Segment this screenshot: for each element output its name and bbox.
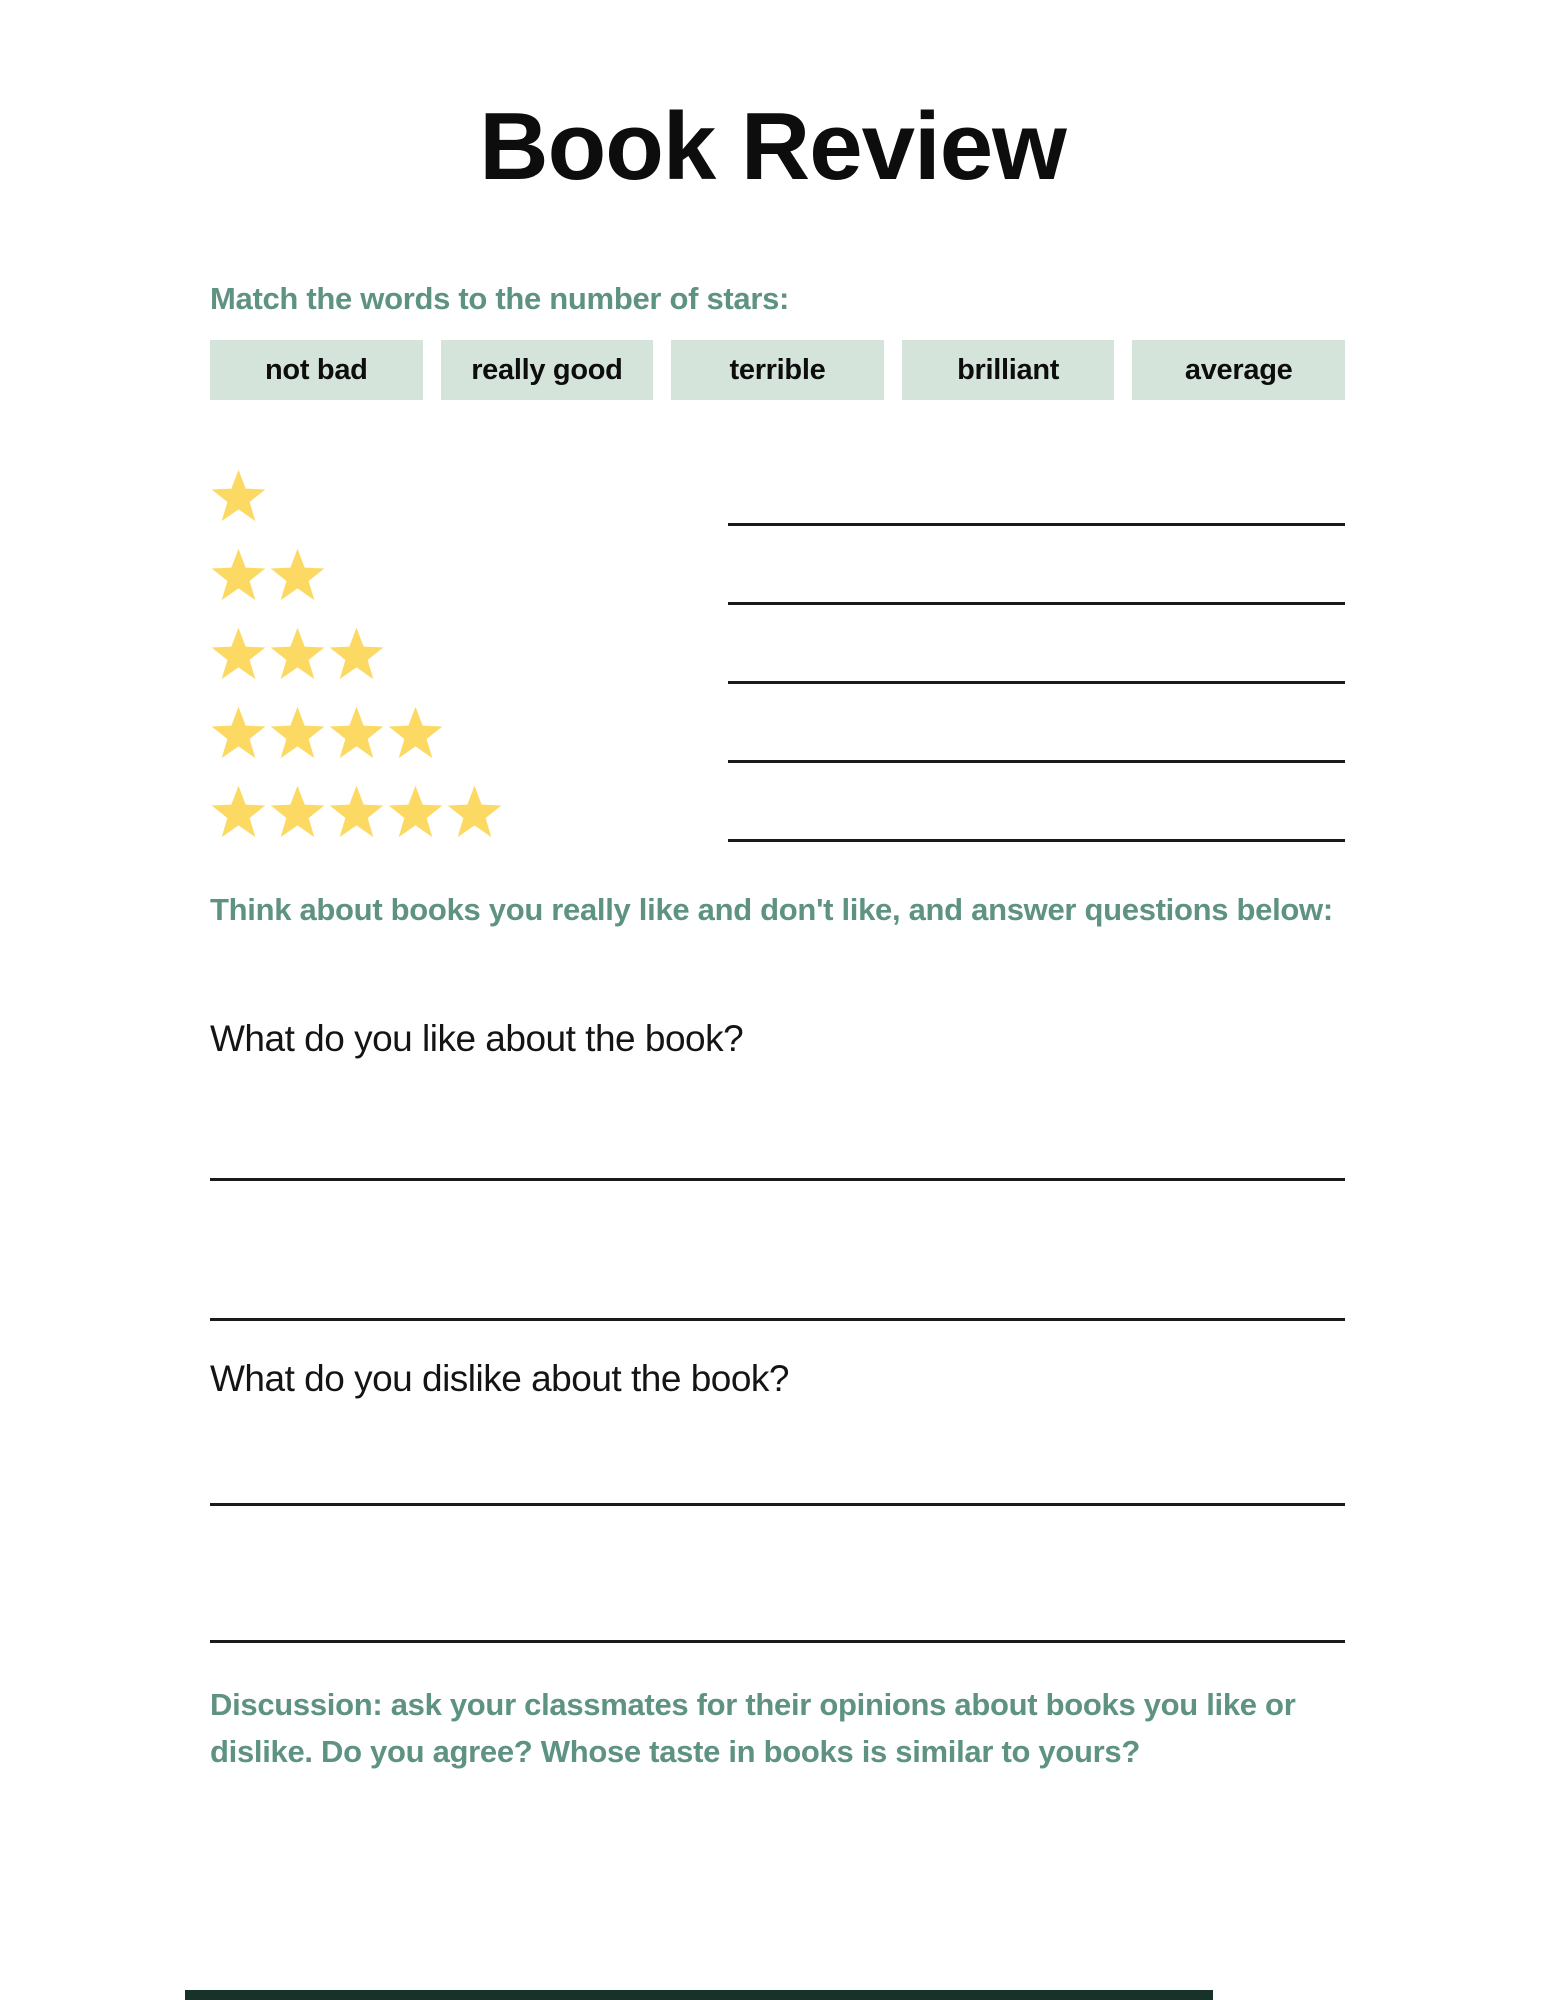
star-row-4 (210, 705, 444, 763)
star-icon (269, 626, 326, 682)
star-icon (387, 705, 444, 761)
star-icon (387, 784, 444, 840)
star-icon (269, 784, 326, 840)
star-icon (269, 705, 326, 761)
star-answer-line-4 (728, 760, 1345, 763)
question-1-answer-line-2 (210, 1318, 1345, 1321)
star-icon (446, 784, 503, 840)
star-icon (210, 705, 267, 761)
question-label-2: What do you dislike about the book? (210, 1358, 789, 1399)
word-box-really-good: really good (441, 340, 654, 400)
question-2-answer-line-2 (210, 1640, 1345, 1643)
discussion-instruction: Discussion: ask your classmates for their opinions about books you like or dislike. Do you agree? Whose taste in books is similar to yours? (210, 1687, 1296, 1769)
question-1-answer-line-1 (210, 1178, 1345, 1181)
footer-accent-bar (185, 1990, 1213, 2000)
star-row-1 (210, 468, 267, 526)
star-answer-line-5 (728, 839, 1345, 842)
think-instruction: Think about books you really like and don't like, and answer questions below: (210, 892, 1333, 927)
star-answer-line-1 (728, 523, 1345, 526)
star-matching-area (210, 468, 1345, 868)
star-icon (210, 626, 267, 682)
star-icon (328, 705, 385, 761)
word-box-average: average (1132, 340, 1345, 400)
star-answer-line-3 (728, 681, 1345, 684)
star-icon (328, 784, 385, 840)
word-box-brilliant: brilliant (902, 340, 1115, 400)
word-bank (210, 340, 1345, 400)
star-icon (210, 547, 267, 603)
match-instruction: Match the words to the number of stars: (210, 281, 790, 316)
star-answer-line-2 (728, 602, 1345, 605)
word-box-not-bad: not bad (210, 340, 423, 400)
question-label-1: What do you like about the book? (210, 1018, 744, 1059)
star-icon (210, 784, 267, 840)
word-box-terrible: terrible (671, 340, 884, 400)
star-icon (210, 468, 267, 524)
page-title: Book Review (479, 93, 1066, 200)
star-row-5 (210, 784, 503, 842)
star-icon (269, 547, 326, 603)
star-icon (328, 626, 385, 682)
question-2-answer-line-1 (210, 1503, 1345, 1506)
star-row-3 (210, 626, 385, 684)
star-row-2 (210, 547, 326, 605)
